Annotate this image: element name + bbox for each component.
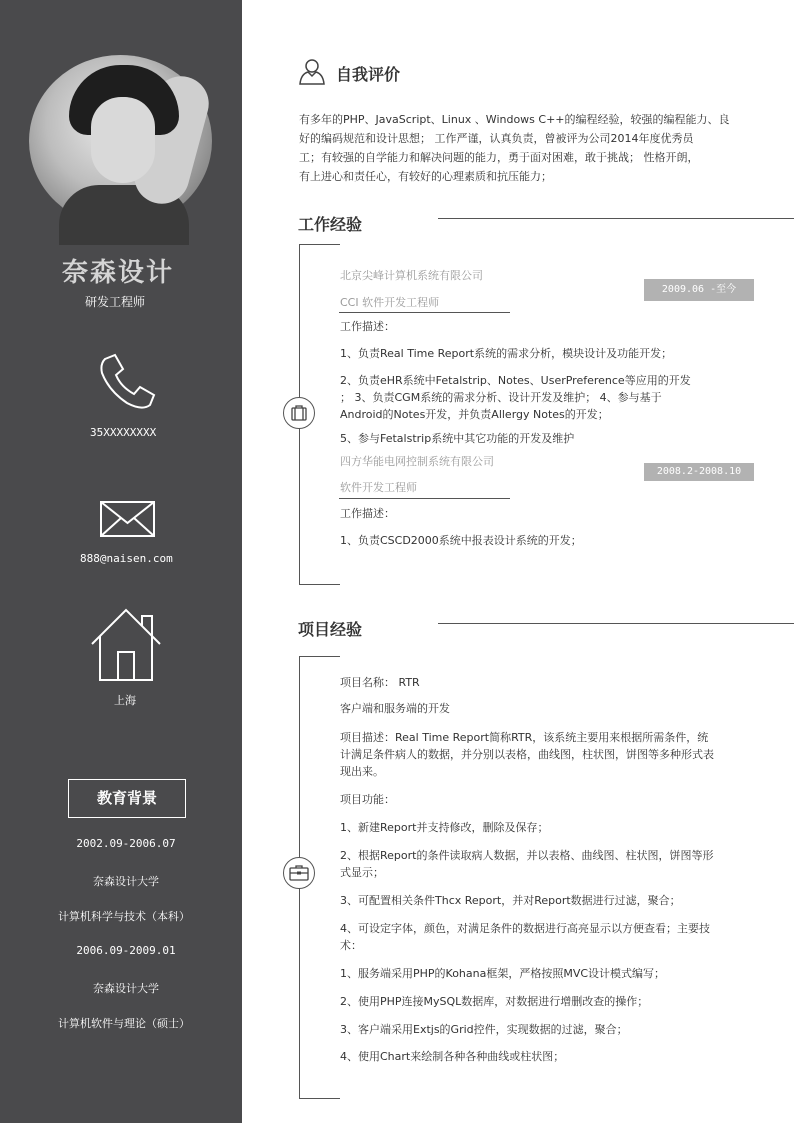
city: 上海 <box>114 694 136 707</box>
phone-icon <box>97 353 157 411</box>
project-line: 项目功能： <box>340 793 395 806</box>
job-item: 1、负责CSCD2000系统中报表设计系统的开发； <box>340 534 582 547</box>
project-line: 1、新建Report并支持修改，删除及保存； <box>340 821 549 834</box>
project-line: 3、可配置相关条件Thcx Report，并对Report数据进行过滤，聚合； <box>340 894 681 907</box>
edu-school-1: 奈森设计大学 <box>93 875 159 888</box>
project-line: 项目描述：Real Time Report简称RTR，该系统主要用来根据所需条件，统 <box>340 731 709 744</box>
house-icon <box>90 608 162 682</box>
project-line: 现出来。 <box>340 765 384 778</box>
job-position-2: 软件开发工程师 <box>340 481 417 494</box>
education-title: 教育背景 <box>68 779 186 818</box>
job-item: 2、负责eHR系统中Fetalstrip、Notes、UserPreference等应用的开发 <box>340 374 691 387</box>
profile-name: 奈森设计 <box>61 258 174 288</box>
job-desc-label-1: 工作描述： <box>340 320 395 333</box>
avatar <box>29 55 212 227</box>
project-line: 项目名称： RTR <box>340 676 420 689</box>
job-date-2: 2008.2-2008.10 <box>644 463 754 481</box>
project-line: 式显示； <box>340 866 384 879</box>
self-eval-line: 工；有较强的自学能力和解决问题的能力，勇于面对困难，敢于挑战； 性格开朗， <box>299 151 699 164</box>
edu-school-2: 奈森设计大学 <box>93 982 159 995</box>
job-item: 5、参与Fetalstrip系统中其它功能的开发及维护 <box>340 432 575 445</box>
job-underline-1 <box>339 312 510 313</box>
briefcase-icon <box>283 397 315 429</box>
email-address: 888@naisen.com <box>80 552 173 565</box>
edu-period-1: 2002.09-2006.07 <box>76 837 176 850</box>
project-line: 术： <box>340 939 362 952</box>
project-line: 计满足条件病人的数据，并分别以表格，曲线图，柱状图，饼图等多种形式表 <box>340 748 714 761</box>
project-line: 4、可设定字体，颜色，对满足条件的数据进行高亮显示以方便查看；主要技 <box>340 922 710 935</box>
job-desc-label-2: 工作描述： <box>340 507 395 520</box>
person-icon <box>298 57 326 85</box>
job-underline-2 <box>339 498 510 499</box>
job-items-clip <box>340 372 760 445</box>
self-eval-text <box>299 110 769 186</box>
project-line: 客户端和服务端的开发 <box>340 702 450 715</box>
job-item: 1、负责Real Time Report系统的需求分析，模块设计及功能开发； <box>340 347 673 360</box>
job-company-2: 四方华能电网控制系统有限公司 <box>340 455 494 468</box>
edu-period-2: 2006.09-2009.01 <box>76 944 176 957</box>
project-line: 4、使用Chart来绘制各种各种曲线或柱状图； <box>340 1050 565 1063</box>
phone-number: 35XXXXXXXX <box>90 426 157 439</box>
edu-major-2: 计算机软件与理论（硕士） <box>58 1017 190 1030</box>
project-title-rule <box>438 623 794 624</box>
mail-icon <box>100 501 155 537</box>
project-line: 2、使用PHP连接MySQL数据库，对数据进行增删改查的操作； <box>340 995 649 1008</box>
job-item: Android的Notes开发，并负责Allergy Notes的开发； <box>340 408 609 421</box>
profile-role: 研发工程师 <box>85 295 146 309</box>
job-company-1: 北京尖峰计算机系统有限公司 <box>340 269 483 282</box>
self-eval-line: 有多年的PHP、JavaScript、Linux 、Windows C++的编程经验，较强的编程能力、良 <box>299 113 730 126</box>
sidebar <box>0 0 242 1123</box>
self-eval-title: 自我评价 <box>336 65 401 84</box>
project-title: 项目经验 <box>298 620 363 639</box>
project-line: 3、客户端采用Extjs的Grid控件，实现数据的过滤，聚合； <box>340 1023 628 1036</box>
project-line: 2、根据Report的条件读取病人数据，并以表格、曲线图、柱状图，饼图等形 <box>340 849 714 862</box>
self-eval-line: 有上进心和责任心，有较好的心理素质和抗压能力； <box>299 170 552 183</box>
job-date-1: 2009.06 -至今 <box>644 279 754 301</box>
job-item: ； 3、负责CGM系统的需求分析、设计开发及维护； 4、参与基于 <box>340 391 662 404</box>
project-line: 1、服务端采用PHP的Kohana框架，严格按照MVC设计模式编写； <box>340 967 666 980</box>
work-title-rule <box>438 218 794 219</box>
edu-major-1: 计算机科学与技术（本科） <box>58 910 190 923</box>
work-title: 工作经验 <box>298 215 363 234</box>
briefcase-icon <box>283 857 315 889</box>
self-eval-line: 好的编码规范和设计思想； 工作严谨，认真负责，曾被评为公司2014年度优秀员 <box>299 132 694 145</box>
job-position-1: CCI 软件开发工程师 <box>340 296 440 309</box>
